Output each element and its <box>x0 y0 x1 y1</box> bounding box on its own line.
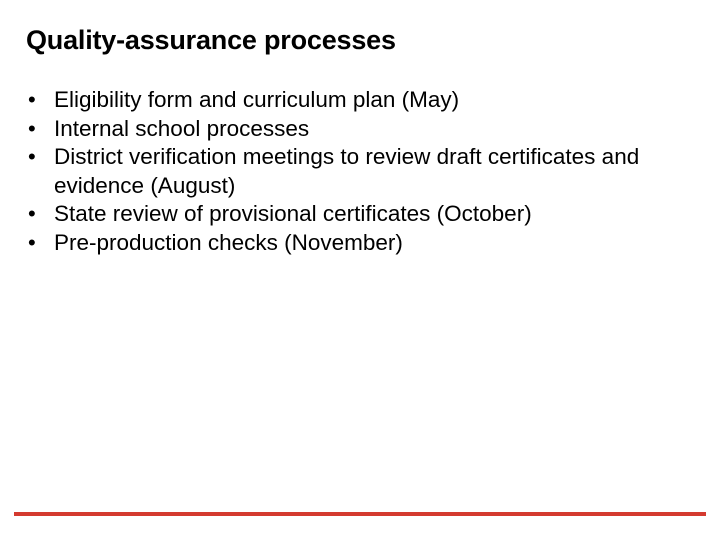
footer-accent-bar <box>14 512 706 516</box>
bullet-text: Internal school processes <box>54 115 310 141</box>
bullet-text: Eligibility form and curriculum plan (May) <box>54 87 460 112</box>
bullet-list <box>26 86 686 257</box>
bullet-item-eligibility <box>26 86 686 115</box>
bullet-marker: • <box>28 229 36 255</box>
bullet-item-pre-production <box>26 229 686 258</box>
slide-title: Quality-assurance processes <box>26 25 396 55</box>
bullet-marker: • <box>28 201 36 226</box>
bullet-text: State review of provisional certificates (October) <box>54 201 532 226</box>
bullet-marker: • <box>28 87 36 112</box>
bullet-item-state-review <box>26 200 686 229</box>
bullet-item-internal-processes <box>26 115 686 144</box>
bullet-marker: • <box>28 144 36 169</box>
bullet-marker: • <box>28 115 36 141</box>
bullet-item-district-verification <box>26 143 686 200</box>
bullet-text: Pre-production checks (November) <box>54 229 403 255</box>
bullet-text: District verification meetings to review draft certificates and evidence (August) <box>54 144 640 198</box>
